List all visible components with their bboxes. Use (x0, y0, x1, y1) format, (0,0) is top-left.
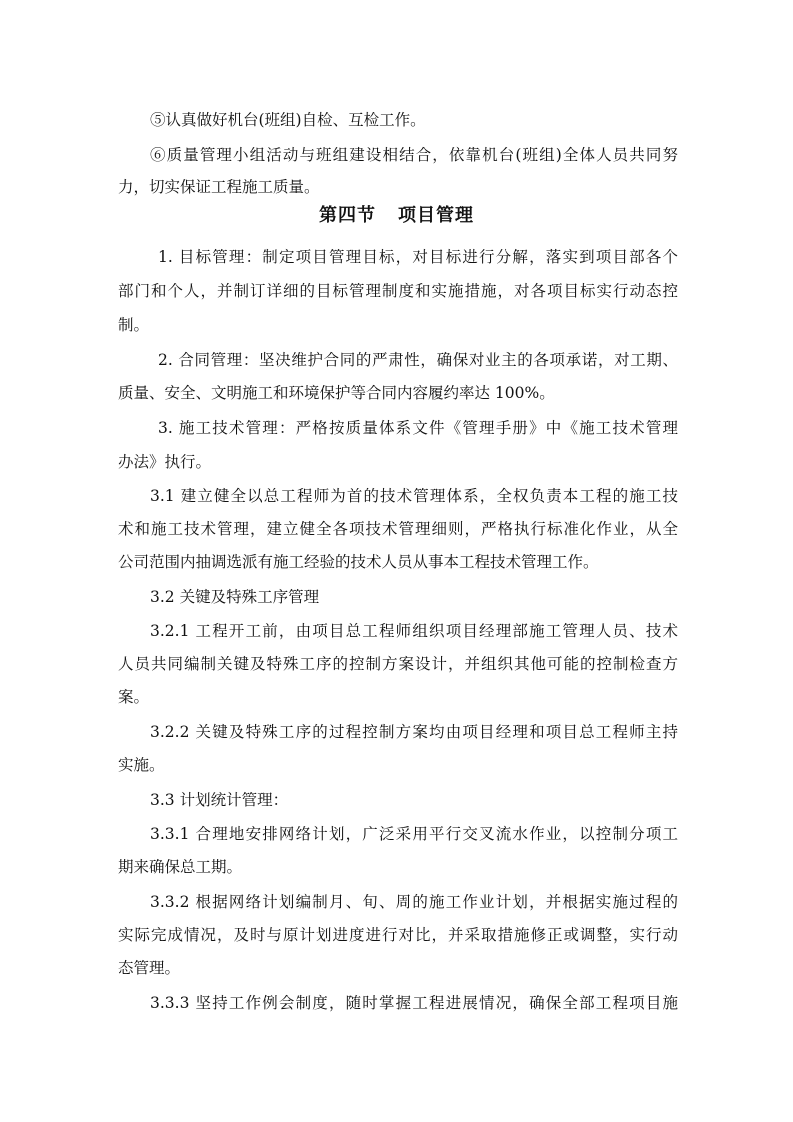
paragraph-3-3-2-line-2: 实际完成情况，及时与原计划进度进行对比，并采取措施修正或调整，实行动 (118, 926, 678, 944)
paragraph-3-2-2-line-1: 3.2.2 关键及特殊工序的过程控制方案均由项目经理和项目总工程师主持 (150, 723, 678, 741)
paragraph-3-3-3-line-1: 3.3.3 坚持工作例会制度，随时掌握工程进展情况，确保全部工程项目施 (150, 994, 678, 1012)
list-item-6-line-1: ⑥质量管理小组活动与班组建设相结合，依靠机台(班组)全体人员共同努 (150, 146, 678, 164)
paragraph-3-3-2-line-3: 态管理。 (118, 959, 181, 977)
paragraph-3-line-2: 办法》执行。 (118, 453, 212, 471)
paragraph-2-line-1: 2. 合同管理：坚决维护合同的严肃性，确保对业主的各项承诺，对工期、 (158, 351, 678, 369)
paragraph-3-1-line-1: 3.1 建立健全以总工程师为首的技术管理体系，全权负责本工程的施工技 (150, 487, 678, 505)
paragraph-3-line-1: 3. 施工技术管理：严格按质量体系文件《管理手册》中《施工技术管理 (158, 419, 678, 437)
paragraph-1-line-2: 部门和个人，并制订详细的目标管理制度和实施措施，对各项目标实行动态控 (118, 282, 678, 300)
paragraph-3-3: 3.3 计划统计管理： (150, 791, 289, 809)
section-number: 第四节 (319, 205, 376, 226)
paragraph-3-3-2-line-1: 3.3.2 根据网络计划编制月、旬、周的施工作业计划，并根据实施过程的 (150, 893, 678, 911)
list-item-5: ⑤认真做好机台(班组)自检、互检工作。 (150, 111, 426, 129)
paragraph-2-line-2: 质量、安全、文明施工和环境保护等合同内容履约率达 100%。 (118, 384, 555, 402)
paragraph-1-line-1: 1. 目标管理：制定项目管理目标，对目标进行分解，落实到项目部各个 (158, 248, 678, 266)
paragraph-3-2-1-line-2: 人员共同编制关键及特殊工序的控制方案设计，并组织其他可能的控制检查方 (118, 655, 678, 673)
paragraph-3-1-line-3: 公司范围内抽调选派有施工经验的技术人员从事本工程技术管理工作。 (118, 553, 599, 571)
paragraph-3-2-1-line-3: 案。 (118, 688, 150, 706)
paragraph-3-3-1-line-1: 3.3.1 合理地安排网络计划，广泛采用平行交叉流水作业，以控制分项工 (150, 825, 678, 843)
paragraph-1-line-3: 制。 (118, 316, 150, 334)
paragraph-3-2-2-line-2: 实施。 (118, 756, 165, 774)
list-item-6-line-2: 力，切实保证工程施工质量。 (118, 178, 320, 196)
paragraph-3-1-line-2: 术和施工技术管理，建立健全各项技术管理细则，严格执行标准化作业，从全 (118, 520, 678, 538)
paragraph-3-2: 3.2 关键及特殊工序管理 (150, 588, 320, 606)
section-title: 项目管理 (398, 205, 474, 226)
paragraph-3-3-1-line-2: 期来确保总工期。 (118, 858, 243, 876)
section-heading (0, 204, 793, 228)
paragraph-3-2-1-line-1: 3.2.1 工程开工前，由项目总工程师组织项目经理部施工管理人员、技术 (150, 622, 678, 640)
